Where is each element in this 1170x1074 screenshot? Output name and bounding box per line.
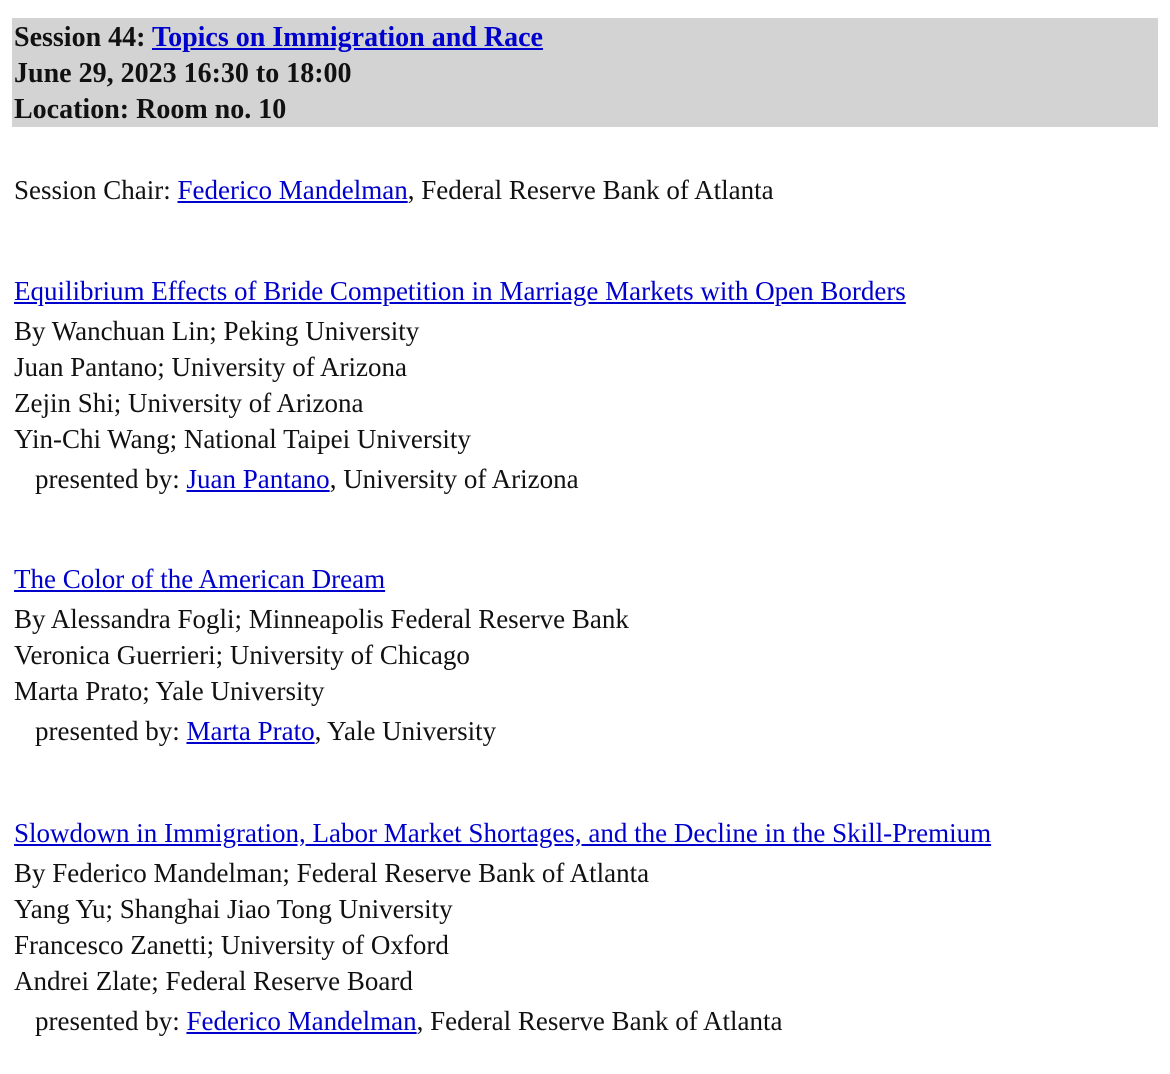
session-chair-label: Session Chair: [14,175,171,205]
session-location: Location: Room no. 10 [14,94,287,125]
author-line: Juan Pantano; University of Arizona [14,352,407,382]
paper-title-link[interactable]: The Color of the American Dream [14,564,386,594]
session-header [12,18,1158,127]
author-line: Yin-Chi Wang; National Taipei University [14,424,471,454]
author-line: By Alessandra Fogli; Minneapolis Federal Reserve Bank [14,604,629,634]
presented-by-label: presented by: [35,1006,180,1036]
author-line: Veronica Guerrieri; University of Chicago [14,640,470,670]
session-title-link[interactable]: Topics on Immigration and Race [151,22,543,53]
presenter-link[interactable]: Juan Pantano [186,464,330,494]
presented-by [14,713,629,749]
author-line: Yang Yu; Shanghai Jiao Tong University [14,894,453,924]
presenter-link[interactable]: Marta Prato [186,716,315,746]
author-line: Marta Prato; Yale University [14,676,325,706]
session-chair [14,172,774,208]
paper-title-link[interactable]: Equilibrium Effects of Bride Competition in Marriage Markets with Open Borders [14,276,906,306]
paper-entry [14,561,629,749]
paper-entry [14,273,906,497]
presented-by-label: presented by: [35,464,180,494]
paper-title-link[interactable]: Slowdown in Immigration, Labor Market Shortages, and the Decline in the Skill-Premium [14,818,992,848]
session-datetime: June 29, 2023 16:30 to 18:00 [14,58,352,89]
author-line: By Wanchuan Lin; Peking University [14,316,420,346]
session-chair-link[interactable]: Federico Mandelman [177,175,408,205]
presented-by [14,1003,991,1039]
author-line: Andrei Zlate; Federal Reserve Board [14,966,413,996]
presenter-affiliation: , University of Arizona [329,464,579,494]
presenter-affiliation: , Federal Reserve Bank of Atlanta [416,1006,783,1036]
presented-by [14,461,906,497]
author-line: By Federico Mandelman; Federal Reserve Bank of Atlanta [14,858,650,888]
author-line: Francesco Zanetti; University of Oxford [14,930,449,960]
presenter-link[interactable]: Federico Mandelman [186,1006,417,1036]
paper-entry [14,815,991,1039]
session-chair-affiliation: , Federal Reserve Bank of Atlanta [407,175,774,205]
session-number: Session 44: [14,22,146,53]
presenter-affiliation: , Yale University [314,716,497,746]
presented-by-label: presented by: [35,716,180,746]
author-line: Zejin Shi; University of Arizona [14,388,364,418]
session-title-row [14,20,1158,56]
